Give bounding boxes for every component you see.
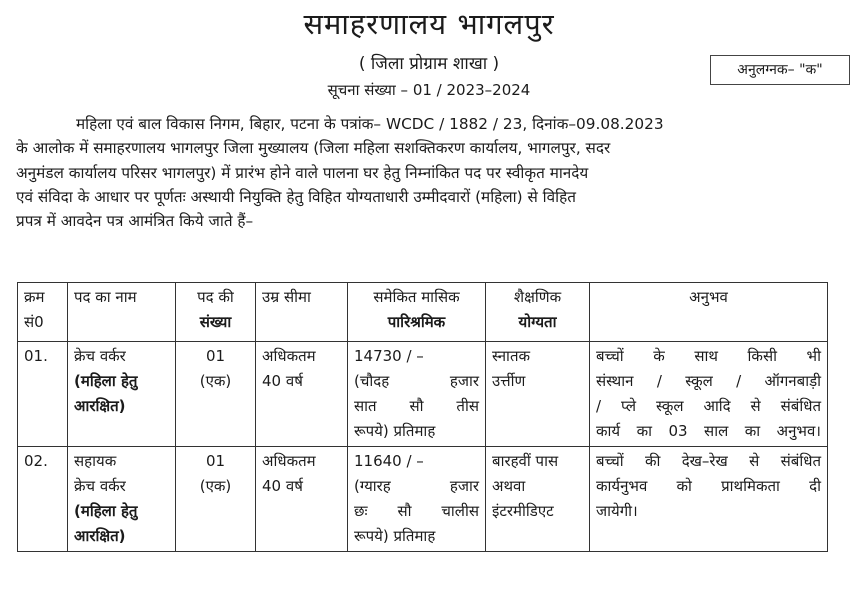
cell-post-count: 01 (एक): [176, 342, 256, 447]
header-post-name: पद का नाम: [68, 283, 176, 342]
header-age-limit: उम्र सीमा: [256, 283, 348, 342]
paragraph-line: के आलोक में समाहरणालय भागलपुर जिला मुख्यालय (जिला महिला सशक्तिकरण कार्यालय, भागलपुर, सदर: [16, 139, 611, 158]
cell-pay: 14730 / – (चौदह हजार सात सौ तीस रूपये) प्रतिमाह: [348, 342, 486, 447]
office-title: समाहरणालय भागलपुर: [303, 7, 555, 41]
cell-experience: बच्चों की देख–रेख से संबंधित कार्यनुभव को प्राथमिकता दी जायेगी।: [590, 447, 828, 552]
branch-subtitle: ( जिला प्रोग्राम शाखा ): [358, 54, 500, 74]
header-experience: अनुभव: [590, 283, 828, 342]
cell-pay: 11640 / – (ग्यारह हजार छः सौ चालीस रूपये) प्रतिमाह: [348, 447, 486, 552]
header-post-count: पद की संख्या: [176, 283, 256, 342]
paragraph-line: महिला एवं बाल विकास निगम, बिहार, पटना के पत्रांक– WCDC / 1882 / 23, दिनांक–09.08.2023: [76, 115, 664, 133]
cell-experience: बच्चों के साथ किसी भी संस्थान / स्कूल / ऑगनबाड़ी / प्ले स्कूल आदि से संबंधित कार्य का 03 साल का अनुभव।: [590, 342, 828, 447]
cell-serial: 02.: [18, 447, 68, 552]
paragraph-line: एवं संविदा के आधार पर पूर्णतः अस्थायी नियुक्ति हेतु विहित योग्यताधारी उम्मीदवारों (महिला) से विहित: [16, 187, 576, 206]
cell-age-limit: अधिकतम 40 वर्ष: [256, 342, 348, 447]
cell-education: बारहवीं पास अथवा इंटरमीडिएट: [486, 447, 590, 552]
cell-education: स्नातक उर्त्तीण: [486, 342, 590, 447]
notice-paragraph: [16, 112, 842, 233]
notice-number: सूचना संख्या – 01 / 2023–2024: [327, 81, 531, 99]
table-row: [18, 342, 828, 447]
annexure-box: अनुलग्नक– "क": [710, 55, 850, 85]
header-serial: क्रम सं0: [18, 283, 68, 342]
paragraph-line: प्रपत्र में आवदेन पत्र आमंत्रित किये जाते हैं–: [16, 212, 254, 231]
header-education: शैक्षणिक योग्यता: [486, 283, 590, 342]
table-header-row: [18, 283, 828, 342]
header-pay: समेकित मासिक पारिश्रमिक: [348, 283, 486, 342]
table-row: [18, 447, 828, 552]
paragraph-line: अनुमंडल कार्यालय परिसर भागलपुर) में प्रारंभ होने वाले पालना घर हेतु निम्नांकित पद पर स्वीकृत मानदेय: [16, 163, 589, 182]
cell-serial: 01.: [18, 342, 68, 447]
vacancy-table: [17, 282, 828, 552]
cell-post-count: 01 (एक): [176, 447, 256, 552]
cell-post-name: क्रेच वर्कर (महिला हेतु आरक्षित): [68, 342, 176, 447]
cell-post-name: सहायक क्रेच वर्कर (महिला हेतु आरक्षित): [68, 447, 176, 552]
cell-age-limit: अधिकतम 40 वर्ष: [256, 447, 348, 552]
